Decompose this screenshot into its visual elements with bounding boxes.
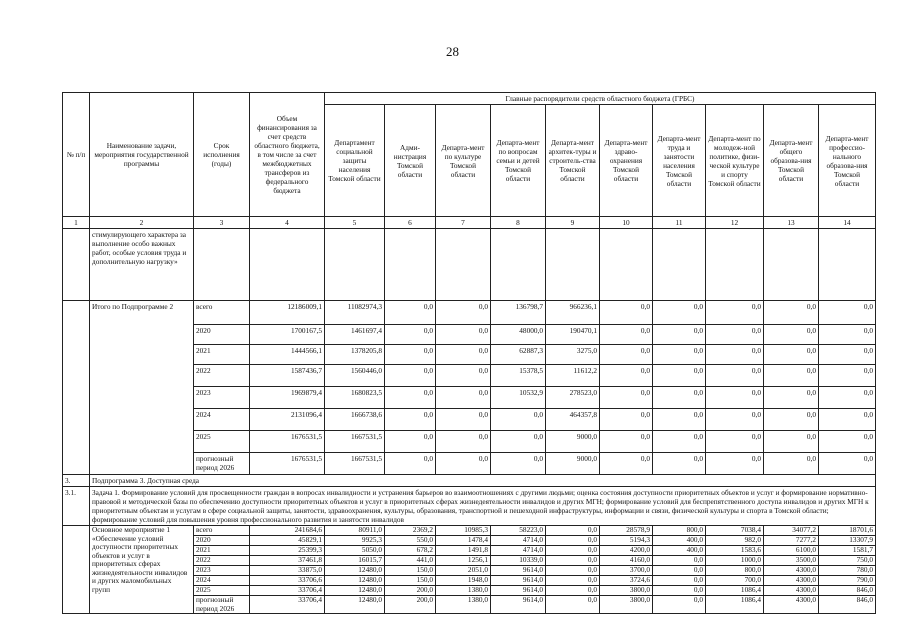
value-cell: 4300,0: [764, 576, 819, 586]
header-grbs-4: Департа-мент по вопросам семьи и детей Томской области: [491, 105, 546, 217]
value-cell: 12480,0: [325, 576, 385, 586]
value-cell: 0,0: [600, 365, 653, 387]
value-cell: 0,0: [764, 345, 819, 365]
value-cell: 0,0: [385, 345, 436, 365]
column-number: 8: [491, 217, 546, 229]
value-cell: 1461697,4: [325, 325, 385, 345]
header-group-row: [63, 93, 876, 105]
value-cell: 0,0: [706, 365, 764, 387]
column-number: 14: [819, 217, 876, 229]
value-cell: 0,0: [600, 431, 653, 453]
year-cell: 2020: [194, 536, 250, 546]
value-cell: 0,0: [546, 556, 600, 566]
main_event-label: Основное мероприятие 1 «Обеспечение условий доступности приоритетных объектов и услуг в приоритетных сферах жизнедеятельности инвалидов и других маломобильных групп: [90, 526, 194, 614]
column-number: 13: [764, 217, 819, 229]
value-cell: 0,0: [385, 409, 436, 431]
value-cell: 58223,0: [491, 526, 546, 536]
value-cell: 4714,0: [491, 536, 546, 546]
value-cell: 0,0: [653, 586, 706, 596]
header-grbs-7: Департа-мент труда и занятости населения Томской области: [653, 105, 706, 217]
value-cell: 13307,9: [819, 536, 876, 546]
value-cell: 5194,3: [600, 536, 653, 546]
value-cell: 10985,3: [436, 526, 491, 536]
year-cell: прогнозный период 2026: [194, 596, 250, 614]
value-cell: 1676531,5: [250, 453, 325, 475]
value-cell: 15378,5: [491, 365, 546, 387]
value-cell: 45829,1: [250, 536, 325, 546]
value-cell: 0,0: [653, 556, 706, 566]
value-cell: 0,0: [491, 409, 546, 431]
value-cell: 0,0: [764, 409, 819, 431]
value-cell: 0,0: [653, 387, 706, 409]
value-cell: 25399,3: [250, 546, 325, 556]
subtotal-label: Итого по Подпрограмме 2: [90, 301, 194, 475]
value-cell: 3500,0: [764, 556, 819, 566]
year-cell: 2023: [194, 566, 250, 576]
value-cell: 750,0: [819, 556, 876, 566]
value-cell: 0,0: [385, 453, 436, 475]
column-number: 12: [706, 217, 764, 229]
value-cell: 1491,8: [436, 546, 491, 556]
value-cell: 4714,0: [491, 546, 546, 556]
value-cell: 34077,2: [764, 526, 819, 536]
value-cell: 464357,8: [546, 409, 600, 431]
value-cell: 0,0: [653, 576, 706, 586]
column-number: 1: [63, 217, 90, 229]
value-cell: 0,0: [764, 301, 819, 325]
header-grbs-group: Главные распорядители средств областного бюджета (ГРБС): [325, 93, 876, 105]
value-cell: 150,0: [385, 576, 436, 586]
value-cell: 4300,0: [764, 586, 819, 596]
value-cell: 62887,3: [491, 345, 546, 365]
value-cell: 278523,0: [546, 387, 600, 409]
value-cell: 0,0: [385, 325, 436, 345]
value-cell: 846,0: [819, 586, 876, 596]
value-cell: 0,0: [546, 596, 600, 614]
column-number: 9: [546, 217, 600, 229]
header-term: Срок исполнения (годы): [194, 93, 250, 217]
value-cell: 1378205,8: [325, 345, 385, 365]
value-cell: 37461,8: [250, 556, 325, 566]
value-cell: 0,0: [491, 453, 546, 475]
value-cell: 2131096,4: [250, 409, 325, 431]
value-cell: 48000,0: [491, 325, 546, 345]
header-grbs-3: Департа-мент по культуре Томской области: [436, 105, 491, 217]
value-cell: 4160,0: [600, 556, 653, 566]
value-cell: 241684,6: [250, 526, 325, 536]
value-cell: 0,0: [653, 365, 706, 387]
value-cell: 11612,2: [546, 365, 600, 387]
value-cell: 0,0: [600, 301, 653, 325]
continuation-text: стимулирующего характера за выполнение особо важных работ, особые условия труда и дополнительную нагрузку»: [90, 229, 194, 301]
value-cell: 0,0: [546, 586, 600, 596]
value-cell: 1256,1: [436, 556, 491, 566]
value-cell: 0,0: [653, 453, 706, 475]
year-cell: 2020: [194, 325, 250, 345]
value-cell: 33706,6: [250, 576, 325, 586]
value-cell: 0,0: [819, 365, 876, 387]
value-cell: 0,0: [436, 409, 491, 431]
value-cell: 400,0: [653, 536, 706, 546]
value-cell: 0,0: [706, 409, 764, 431]
value-cell: 0,0: [600, 345, 653, 365]
value-cell: 0,0: [764, 387, 819, 409]
year-cell: всего: [194, 526, 250, 536]
year-cell: 2024: [194, 409, 250, 431]
year-cell: 2024: [194, 576, 250, 586]
value-cell: 4300,0: [764, 566, 819, 576]
value-cell: 0,0: [436, 365, 491, 387]
value-cell: 780,0: [819, 566, 876, 576]
value-cell: 441,0: [385, 556, 436, 566]
value-cell: 0,0: [653, 345, 706, 365]
value-cell: 136798,7: [491, 301, 546, 325]
value-cell: 200,0: [385, 586, 436, 596]
section-3-row: [63, 475, 876, 487]
value-cell: 150,0: [385, 566, 436, 576]
value-cell: 0,0: [706, 325, 764, 345]
value-cell: 11082974,3: [325, 301, 385, 325]
column-number: 3: [194, 217, 250, 229]
value-cell: 6100,0: [764, 546, 819, 556]
value-cell: 800,0: [706, 566, 764, 576]
value-cell: 0,0: [491, 431, 546, 453]
value-cell: 0,0: [764, 365, 819, 387]
value-cell: 1587436,7: [250, 365, 325, 387]
page-number: 28: [446, 44, 459, 59]
value-cell: 1380,0: [436, 596, 491, 614]
value-cell: 1667531,5: [325, 453, 385, 475]
value-cell: 9614,0: [491, 576, 546, 586]
value-cell: 0,0: [764, 431, 819, 453]
value-cell: 0,0: [600, 325, 653, 345]
value-cell: 80911,0: [325, 526, 385, 536]
value-cell: 0,0: [546, 566, 600, 576]
header-volume: Объем финансирования за счет средств областного бюджета, в том числе за счет межбюджетных трансферов из федерального бюджета: [250, 93, 325, 217]
value-cell: 12186009,1: [250, 301, 325, 325]
column-number: 6: [385, 217, 436, 229]
value-cell: 0,0: [653, 596, 706, 614]
value-cell: 18701,6: [819, 526, 876, 536]
value-cell: 0,0: [819, 345, 876, 365]
value-cell: 0,0: [653, 566, 706, 576]
value-cell: 0,0: [706, 431, 764, 453]
value-cell: 1444566,1: [250, 345, 325, 365]
value-cell: 0,0: [706, 345, 764, 365]
value-cell: 846,0: [819, 596, 876, 614]
value-cell: 800,0: [653, 526, 706, 536]
header-grbs-8: Департа-мент по молодеж-ной политике, физи-ческой культуре и спорту Томской области: [706, 105, 764, 217]
value-cell: 1478,4: [436, 536, 491, 546]
value-cell: 10532,9: [491, 387, 546, 409]
value-cell: 1086,4: [706, 586, 764, 596]
value-cell: 0,0: [385, 365, 436, 387]
value-cell: 2051,0: [436, 566, 491, 576]
task-3-1-row: [63, 487, 876, 526]
value-cell: 0,0: [653, 409, 706, 431]
value-cell: 0,0: [764, 325, 819, 345]
value-cell: 3800,0: [600, 586, 653, 596]
value-cell: 0,0: [385, 387, 436, 409]
value-cell: 0,0: [706, 387, 764, 409]
value-cell: 0,0: [436, 325, 491, 345]
column-number: 7: [436, 217, 491, 229]
header-grbs-5: Департа-мент архитек-туры и строитель-ства Томской области: [546, 105, 600, 217]
value-cell: 9614,0: [491, 566, 546, 576]
value-cell: 9000,0: [546, 431, 600, 453]
value-cell: 12480,0: [325, 596, 385, 614]
value-cell: 1380,0: [436, 586, 491, 596]
value-cell: 16015,7: [325, 556, 385, 566]
year-cell: 2025: [194, 431, 250, 453]
value-cell: 7277,2: [764, 536, 819, 546]
header-grbs-6: Департа-мент здраво-охранения Томской области: [600, 105, 653, 217]
header-name: Наименование задачи, мероприятия государственной программы: [90, 93, 194, 217]
value-cell: 0,0: [436, 387, 491, 409]
column-number-row: [63, 217, 876, 229]
value-cell: 9614,0: [491, 596, 546, 614]
value-cell: 3275,0: [546, 345, 600, 365]
value-cell: 0,0: [819, 431, 876, 453]
value-cell: 3724,6: [600, 576, 653, 586]
value-cell: 0,0: [385, 301, 436, 325]
value-cell: 0,0: [546, 576, 600, 586]
column-number: 4: [250, 217, 325, 229]
value-cell: 678,2: [385, 546, 436, 556]
value-cell: 0,0: [764, 453, 819, 475]
value-cell: 33706,4: [250, 586, 325, 596]
value-cell: 33706,4: [250, 596, 325, 614]
header-grbs-1: Департамент социальной защиты населения Томской области: [325, 105, 385, 217]
value-cell: 1948,0: [436, 576, 491, 586]
budget-table: [62, 92, 876, 614]
value-cell: 0,0: [653, 301, 706, 325]
value-cell: 400,0: [653, 546, 706, 556]
value-cell: 10339,0: [491, 556, 546, 566]
value-cell: 1000,0: [706, 556, 764, 566]
table-row: [63, 301, 876, 325]
value-cell: 0,0: [819, 301, 876, 325]
value-cell: 0,0: [436, 431, 491, 453]
value-cell: 0,0: [385, 431, 436, 453]
value-cell: 1581,7: [819, 546, 876, 556]
value-cell: 982,0: [706, 536, 764, 546]
value-cell: 0,0: [546, 536, 600, 546]
year-cell: 2023: [194, 387, 250, 409]
value-cell: 0,0: [436, 301, 491, 325]
value-cell: 200,0: [385, 596, 436, 614]
value-cell: 700,0: [706, 576, 764, 586]
value-cell: 0,0: [653, 325, 706, 345]
value-cell: 1667531,5: [325, 431, 385, 453]
value-cell: 0,0: [546, 526, 600, 536]
value-cell: 0,0: [706, 301, 764, 325]
value-cell: 9000,0: [546, 453, 600, 475]
value-cell: 12480,0: [325, 566, 385, 576]
column-number: 2: [90, 217, 194, 229]
year-cell: 2022: [194, 365, 250, 387]
value-cell: 1583,6: [706, 546, 764, 556]
task-3-1-text: Задача 1. Формирование условий для просвещенности граждан в вопросах инвалидности и устранения барьеров во взаимоотношениях с другими людьми; оценка состояния доступности приоритетных объектов и услуг и формирование нормативно-правовой и методической базы по обеспечению доступности приоритетных объектов и услуг в приоритетных сферах жизнедеятельности инвалидов и других МГН; формирование условий для беспрепятственного доступа инвалидов и других МГН к приоритетным объектам и услугам в сфере социальной защиты, занятости, здравоохранения, культуры, образования, транспортной и пешеходной инфраструктуры, информации и связи, физической культуры и спорта в Томской области; формирование условий для повышения уровня профессионального развития и занятости инвалидов: [90, 487, 876, 526]
value-cell: 3800,0: [600, 596, 653, 614]
section-3-title: Подпрограмма 3. Доступная среда: [90, 475, 876, 487]
value-cell: 966236,1: [546, 301, 600, 325]
value-cell: 2369,2: [385, 526, 436, 536]
value-cell: 33875,0: [250, 566, 325, 576]
year-cell: всего: [194, 301, 250, 325]
header-grbs-2: Адми-нистрация Томской области: [385, 105, 436, 217]
header-num: № п/п: [63, 93, 90, 217]
value-cell: 9925,3: [325, 536, 385, 546]
value-cell: 190470,1: [546, 325, 600, 345]
value-cell: 12480,0: [325, 586, 385, 596]
value-cell: 1700167,5: [250, 325, 325, 345]
value-cell: 550,0: [385, 536, 436, 546]
value-cell: 7038,4: [706, 526, 764, 536]
value-cell: 0,0: [600, 453, 653, 475]
task-3-1-num: 3.1.: [63, 487, 90, 526]
value-cell: 0,0: [600, 409, 653, 431]
continuation-row: [63, 229, 876, 301]
value-cell: 0,0: [819, 409, 876, 431]
year-cell: 2022: [194, 556, 250, 566]
value-cell: 5050,0: [325, 546, 385, 556]
value-cell: 0,0: [706, 453, 764, 475]
year-cell: прогнозный период 2026: [194, 453, 250, 475]
value-cell: 790,0: [819, 576, 876, 586]
value-cell: 1666738,6: [325, 409, 385, 431]
value-cell: 1680823,5: [325, 387, 385, 409]
column-number: 5: [325, 217, 385, 229]
value-cell: 0,0: [819, 325, 876, 345]
column-number: 11: [653, 217, 706, 229]
value-cell: 0,0: [819, 453, 876, 475]
table-row: [63, 526, 876, 536]
value-cell: 1969879,4: [250, 387, 325, 409]
year-cell: 2025: [194, 586, 250, 596]
column-number: 10: [600, 217, 653, 229]
value-cell: 1676531,5: [250, 431, 325, 453]
year-cell: 2021: [194, 546, 250, 556]
header-grbs-9: Департа-мент общего образова-ния Томской области: [764, 105, 819, 217]
value-cell: 0,0: [436, 345, 491, 365]
value-cell: 3700,0: [600, 566, 653, 576]
value-cell: 1560446,0: [325, 365, 385, 387]
value-cell: 28578,9: [600, 526, 653, 536]
value-cell: 0,0: [600, 387, 653, 409]
value-cell: 0,0: [653, 431, 706, 453]
section-3-num: 3.: [63, 475, 90, 487]
value-cell: 1086,4: [706, 596, 764, 614]
value-cell: 0,0: [546, 546, 600, 556]
value-cell: 4200,0: [600, 546, 653, 556]
year-cell: 2021: [194, 345, 250, 365]
value-cell: 0,0: [436, 453, 491, 475]
value-cell: 9614,0: [491, 586, 546, 596]
header-grbs-10: Департа-мент профессио-нального образова-ния Томской области: [819, 105, 876, 217]
value-cell: 4300,0: [764, 596, 819, 614]
value-cell: 0,0: [819, 387, 876, 409]
